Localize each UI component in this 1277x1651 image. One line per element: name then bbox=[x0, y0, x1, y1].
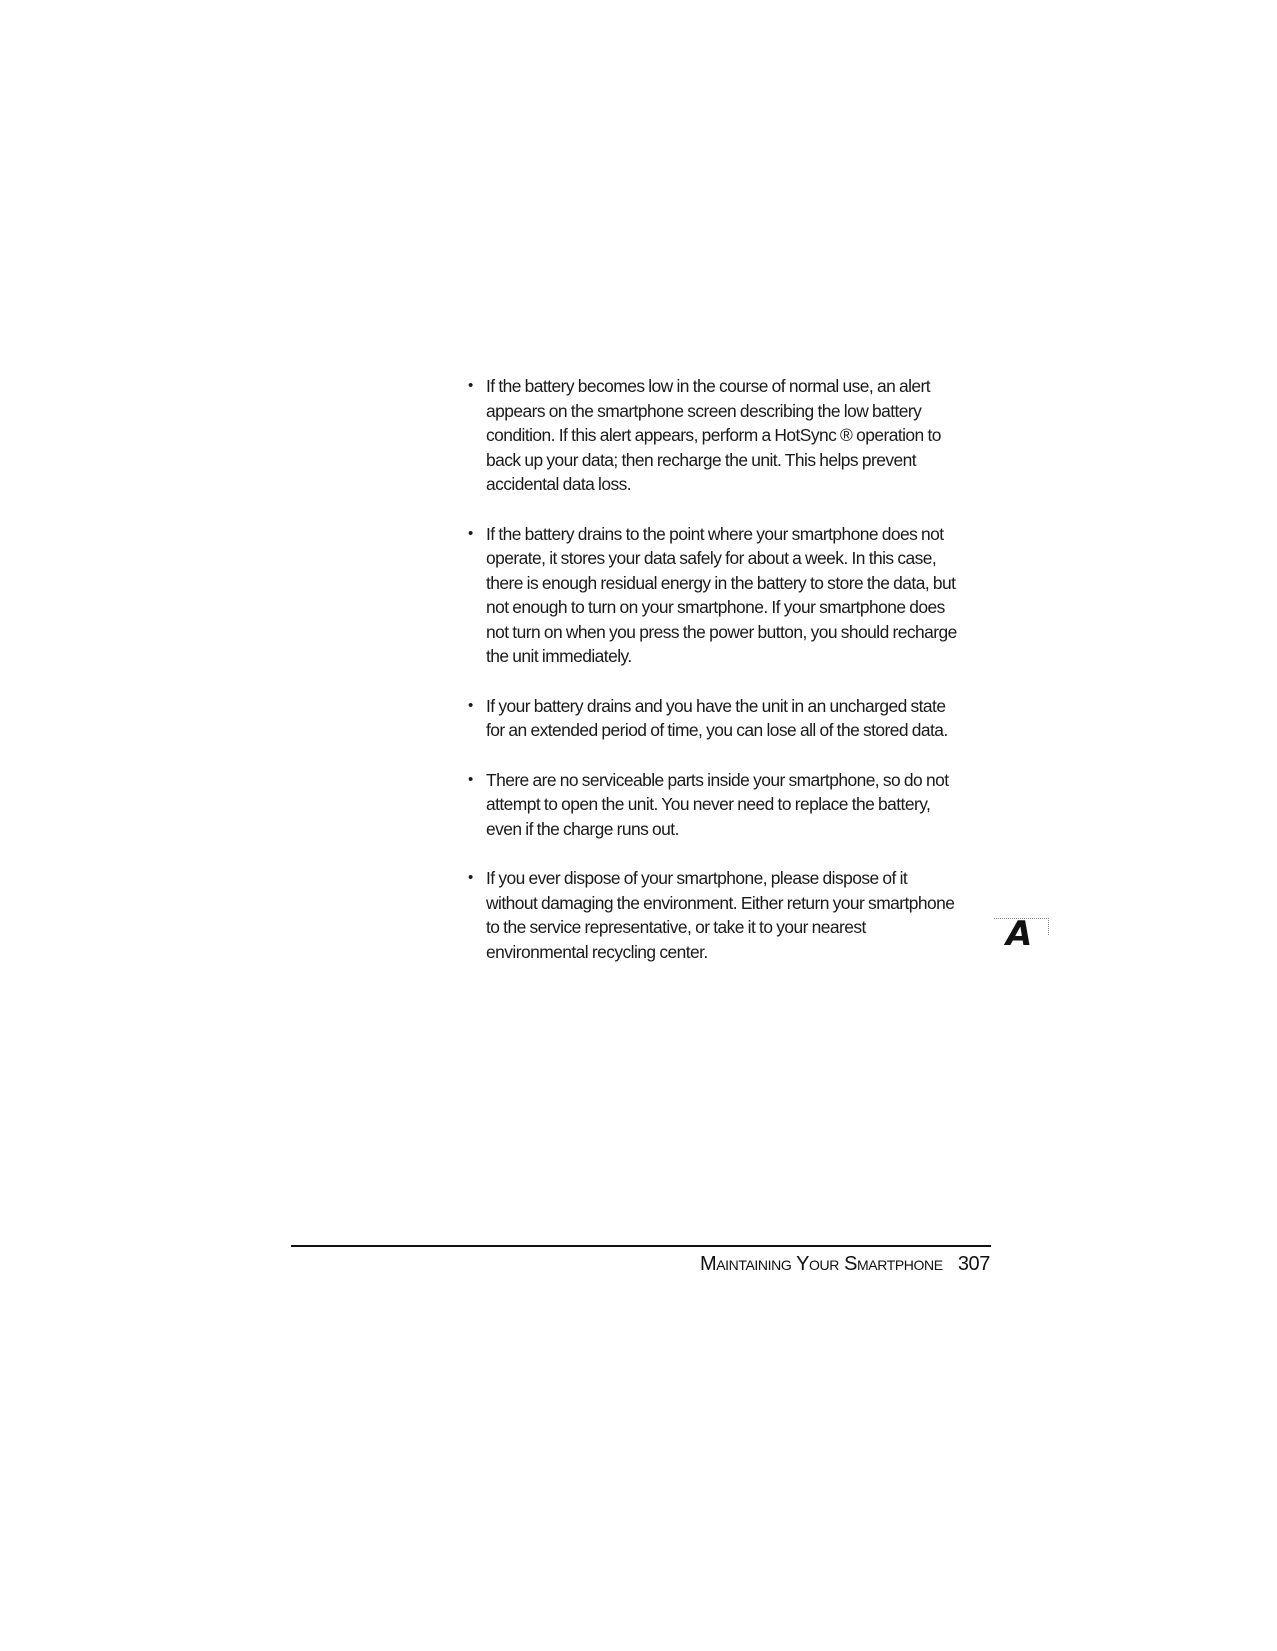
list-item-text: There are no serviceable parts inside your smartphone, so do not attempt to open the unit. You never need to replace the battery, even if the charge runs out. bbox=[486, 769, 949, 839]
footer-rule bbox=[291, 1245, 991, 1247]
page-footer bbox=[700, 1252, 990, 1276]
list-item bbox=[468, 374, 958, 497]
appendix-letter: A bbox=[1006, 914, 1033, 954]
bullet-list bbox=[468, 374, 958, 964]
list-item bbox=[468, 768, 958, 842]
bullet-icon: • bbox=[468, 869, 473, 886]
appendix-tab-marker bbox=[994, 914, 1050, 954]
page-number: 307 bbox=[957, 1253, 990, 1275]
list-item-text: If you ever dispose of your smartphone, please dispose of it without damaging the environment. Either return your smartphone to the service representative, or take it to your nearest environmental recycling center. bbox=[486, 868, 955, 962]
list-item bbox=[468, 866, 958, 964]
list-item-text: If your battery drains and you have the unit in an uncharged state for an extended period of time, you can lose all of the stored data. bbox=[486, 695, 948, 740]
list-item-text: If the battery becomes low in the course of normal use, an alert appears on the smartphone screen describing the low battery condition. If this alert appears, perform a HotSync ® operation to back up your data; then recharge the unit. This helps prevent accidental data loss. bbox=[486, 376, 941, 494]
bullet-icon: • bbox=[468, 770, 473, 788]
list-item bbox=[468, 522, 958, 669]
footer-section-title: Maintaining Your Smartphone bbox=[699, 1253, 943, 1275]
page-content bbox=[468, 374, 958, 989]
list-item-text: If the battery drains to the point where your smartphone does not operate, it stores your data safely for about a week. In this case, there is enough residual energy in the battery to store the data, but not enough to turn on your smartphone. If your smartphone does not turn on when you press the power button, you should recharge the unit immediately. bbox=[486, 523, 957, 666]
bullet-icon: • bbox=[468, 377, 473, 394]
bullet-icon: • bbox=[468, 696, 473, 714]
list-item bbox=[468, 694, 958, 743]
bullet-icon: • bbox=[468, 524, 473, 542]
